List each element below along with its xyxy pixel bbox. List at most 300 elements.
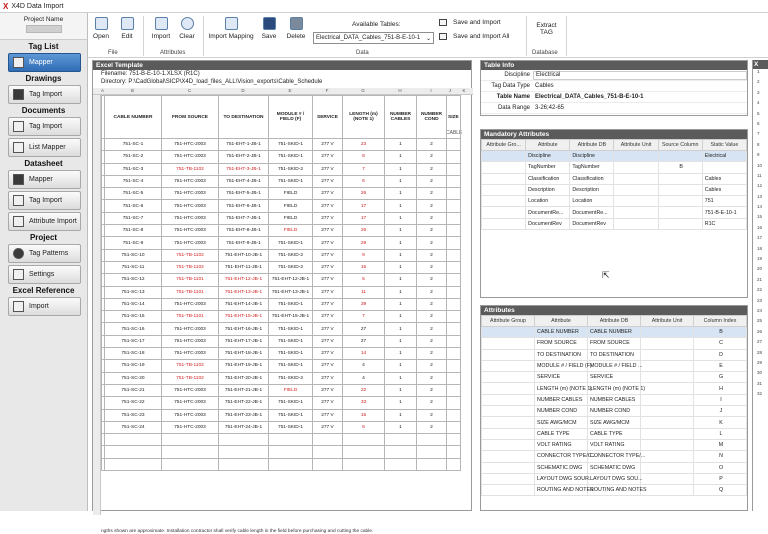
sheet-cell[interactable]: 277 V [313,249,343,261]
table-cell[interactable] [641,462,694,473]
table-cell[interactable]: DocumentRev [570,218,614,229]
table-cell[interactable]: Location [570,196,614,207]
sheet-cell[interactable]: 751-HTC-2003 [162,348,219,360]
sheet-cell[interactable]: 2 [417,335,447,347]
column-header[interactable]: Attribute Group [482,316,535,327]
table-row[interactable] [102,225,461,237]
sheet-cell[interactable]: 1 [385,409,417,421]
table-cell[interactable]: SCHEMATIC DWG [535,462,588,473]
sheet-cell[interactable]: 751-SC-6 [105,200,162,212]
table-cell[interactable]: CONNECTOR TYPE/C... [535,451,588,462]
table-row[interactable] [482,173,747,184]
sidebar-item-list-mapper[interactable] [8,138,81,157]
table-row[interactable] [102,311,461,323]
discipline-select[interactable]: Electrical [533,71,747,80]
sheet-cell[interactable]: 751-SKID-1 [269,151,313,163]
table-cell[interactable]: VOLT RATING [588,439,641,450]
table-cell[interactable] [641,372,694,383]
table-cell[interactable]: E [694,360,747,371]
sheet-cell[interactable]: 26 [343,225,385,237]
sheet-cell[interactable]: 751-SC-19 [105,360,162,372]
sheet-cell[interactable]: 751-SC-5 [105,188,162,200]
table-cell[interactable] [641,360,694,371]
sheet-cell[interactable]: 751-EHT-3-JB-1 [219,163,269,175]
sheet-cell[interactable]: 751-EHT-1-JB-1 [219,139,269,151]
table-cell[interactable] [658,196,702,207]
table-cell[interactable]: Discipline [526,151,570,162]
column-letter[interactable]: F [325,88,329,93]
table-cell[interactable]: TO DESTINATION [588,349,641,360]
sheet-cell[interactable]: 751-EHT-13-JB-1 [219,286,269,298]
sheet-cell[interactable]: 277 V [313,397,343,409]
sheet-cell[interactable]: 751-SC-3 [105,163,162,175]
sheet-cell[interactable]: 277 V [313,384,343,396]
sheet-cell[interactable]: FIELD [269,200,313,212]
sheet-cell[interactable]: 17 [343,200,385,212]
table-cell[interactable]: L [694,428,747,439]
table-cell[interactable]: TO DESTINATION [535,349,588,360]
sheet-cell[interactable]: 1 [385,274,417,286]
sheet-cell[interactable]: 751-EHT-15-JB-1 [219,311,269,323]
table-cell[interactable]: NUMBER CABLES [535,394,588,405]
table-row[interactable] [482,462,747,473]
sheet-cell[interactable]: 1 [385,286,417,298]
sheet-cell[interactable]: 2 [417,409,447,421]
sheet-cell[interactable]: 2 [417,286,447,298]
sidebar-item-tag-import[interactable] [8,85,81,104]
table-cell[interactable]: K [694,417,747,428]
sheet-cell[interactable]: 751-EHT-5-JB-1 [219,188,269,200]
sheet-cell[interactable]: 2 [417,151,447,163]
sheet-cell[interactable]: 2 [417,384,447,396]
sheet-cell[interactable]: 277 V [313,212,343,224]
table-cell[interactable] [482,394,535,405]
sheet-cell[interactable]: 2 [417,421,447,433]
sheet-cell[interactable]: 2 [417,200,447,212]
table-cell[interactable]: DocumentRe... [570,207,614,218]
table-row[interactable] [102,286,461,298]
sheet-cell[interactable]: 751-HTC-2003 [162,397,219,409]
sheet-cell[interactable]: 1 [385,175,417,187]
table-row[interactable] [482,372,747,383]
clear-button[interactable] [176,17,198,40]
table-cell[interactable] [658,173,702,184]
table-cell[interactable] [641,428,694,439]
sheet-cell[interactable]: 277 V [313,200,343,212]
table-cell[interactable]: ROUTING AND NOTES [588,485,641,496]
table-cell[interactable] [482,184,526,195]
sheet-cell[interactable]: 751-SKID-2 [269,163,313,175]
sheet-cell[interactable]: 1 [385,421,417,433]
column-header[interactable]: Attribute DB [588,316,641,327]
sheet-cell[interactable]: 751-EHT-9-JB-1 [219,237,269,249]
delete-button[interactable] [284,17,308,40]
table-cell[interactable] [482,218,526,229]
sheet-cell[interactable]: 15 [343,261,385,273]
sheet-cell[interactable]: 2 [417,261,447,273]
sheet-cell[interactable]: FIELD [269,212,313,224]
table-cell[interactable] [482,349,535,360]
table-row[interactable] [482,349,747,360]
sheet-cell[interactable]: 751-EHT-14-JB-1 [219,298,269,310]
sheet-cell[interactable]: 277 V [313,323,343,335]
sheet-cell[interactable]: 2 [417,397,447,409]
column-letter[interactable]: E [288,88,292,93]
sheet-cell[interactable]: 1 [385,212,417,224]
table-cell[interactable] [658,218,702,229]
table-row[interactable] [102,421,461,433]
table-row[interactable] [102,384,461,396]
table-cell[interactable] [658,184,702,195]
sheet-cell[interactable]: 751-SKID-1 [269,139,313,151]
sheet-cell[interactable]: 751-SC-17 [105,335,162,347]
sheet-cell[interactable]: 751-SC-14 [105,298,162,310]
table-cell[interactable] [614,207,658,218]
sheet-cell[interactable]: 6 [343,421,385,433]
table-cell[interactable] [641,451,694,462]
sheet-cell[interactable]: 14 [343,348,385,360]
table-cell[interactable]: FROM SOURCE [535,338,588,349]
sheet-cell[interactable]: 27 [343,335,385,347]
sheet-cell[interactable]: 751-SKID-1 [269,397,313,409]
sheet-cell[interactable]: 751-HTC-2003 [162,421,219,433]
sheet-cell[interactable]: 751-SC-15 [105,311,162,323]
table-cell[interactable] [482,196,526,207]
sheet-cell[interactable]: 751-EHT-13-JB-1 [269,286,313,298]
sheet-cell[interactable]: 1 [385,348,417,360]
sheet-cell[interactable]: 751-SC-18 [105,348,162,360]
column-letter[interactable]: C [187,88,192,93]
sheet-cell[interactable]: 751-HTC-2003 [162,384,219,396]
sheet-cell[interactable]: 2 [417,163,447,175]
sheet-cell[interactable]: 751-EHT-8-JB-1 [219,225,269,237]
table-row[interactable] [102,348,461,360]
table-row[interactable] [102,151,461,163]
sheet-cell[interactable]: 1 [385,225,417,237]
sheet-cell[interactable]: 39 [343,298,385,310]
sheet-cell[interactable]: 751-EHT-4-JB-1 [219,175,269,187]
sheet-cell[interactable]: 277 V [313,163,343,175]
sheet-cell[interactable]: 2 [417,175,447,187]
table-cell[interactable]: Classification [570,173,614,184]
table-cell[interactable] [658,207,702,218]
table-cell[interactable]: Description [526,184,570,195]
table-cell[interactable]: DocumentRev [526,218,570,229]
sheet-cell[interactable]: 11 [343,286,385,298]
column-letter[interactable]: G [361,88,365,93]
table-cell[interactable] [482,338,535,349]
table-cell[interactable]: C [694,338,747,349]
sheet-cell[interactable]: 7 [343,311,385,323]
sheet-cell[interactable]: 6 [343,175,385,187]
table-row[interactable] [482,360,747,371]
table-row[interactable] [482,207,747,218]
sheet-cell[interactable]: 751-EHT-20-JB-1 [219,372,269,384]
table-cell[interactable]: SIZE AWG/MCM [588,417,641,428]
sheet-cell[interactable]: 277 V [313,348,343,360]
sheet-cell[interactable]: 277 V [313,286,343,298]
edit-button[interactable] [118,17,136,40]
extract-tag-button[interactable]: Extract TAG [536,22,557,36]
sheet-cell[interactable]: 15 [343,409,385,421]
table-cell[interactable] [482,451,535,462]
sheet-cell[interactable]: 751-EHT-12-JB-1 [219,274,269,286]
sheet-cell[interactable]: 277 V [313,409,343,421]
table-cell[interactable]: FROM SOURCE [588,338,641,349]
sheet-cell[interactable]: 751-EHT-16-JB-1 [219,323,269,335]
sheet-cell[interactable]: 751-EHT-12-JB-1 [269,274,313,286]
table-cell[interactable]: SIZE AWG/MCM [535,417,588,428]
sheet-cell[interactable]: 751-SC-11 [105,261,162,273]
sheet-cell[interactable]: 751-HTC-2003 [162,409,219,421]
table-cell[interactable]: P [694,473,747,484]
table-cell[interactable] [482,485,535,496]
sheet-cell[interactable]: 4 [343,372,385,384]
sheet-cell[interactable]: 751-SKID-1 [269,409,313,421]
spreadsheet-grid[interactable] [101,95,473,471]
sheet-cell[interactable]: 1 [385,323,417,335]
save-and-import-all-button[interactable] [439,33,509,40]
sheet-cell[interactable]: 751-SKID-1 [269,335,313,347]
sheet-cell[interactable]: FIELD [269,225,313,237]
table-row[interactable] [482,451,747,462]
column-header[interactable]: Column Index [694,316,747,327]
sheet-cell[interactable]: 8 [343,151,385,163]
table-cell[interactable]: 751-B-E-10-1 [702,207,746,218]
column-header[interactable]: Attribute [535,316,588,327]
sheet-cell[interactable]: 2 [417,323,447,335]
sheet-cell[interactable]: 751-EHT-17-JB-1 [219,335,269,347]
sheet-cell[interactable]: 751-HTC-2003 [162,212,219,224]
sheet-cell[interactable]: 751-EHT-7-JB-1 [219,212,269,224]
sheet-cell[interactable]: 1 [385,311,417,323]
sheet-cell[interactable]: 751-HTC-2003 [162,237,219,249]
sheet-cell[interactable]: 277 V [313,274,343,286]
sidebar-item-import[interactable] [8,297,81,316]
table-cell[interactable]: CONNECTOR TYPE/... [588,451,641,462]
sheet-cell[interactable]: 2 [417,139,447,151]
table-row[interactable] [102,323,461,335]
table-cell[interactable] [614,218,658,229]
sidebar-item-tag-import[interactable] [8,117,81,136]
sheet-cell[interactable]: 751-SC-22 [105,397,162,409]
table-cell[interactable] [641,406,694,417]
column-header[interactable]: Static Value [702,140,746,151]
table-cell[interactable]: H [694,383,747,394]
sheet-cell[interactable]: 1 [385,151,417,163]
sheet-cell[interactable]: 751-SC-1 [105,139,162,151]
sheet-cell[interactable]: 751-EHT-24-JB-1 [219,421,269,433]
table-row[interactable] [102,249,461,261]
sheet-cell[interactable]: 751-HTC-2003 [162,335,219,347]
table-cell[interactable] [482,327,535,338]
sheet-cell[interactable]: 751-SC-7 [105,212,162,224]
table-cell[interactable] [614,162,658,173]
table-row[interactable] [102,188,461,200]
table-cell[interactable] [641,349,694,360]
sheet-cell[interactable]: 751-SKID-1 [269,323,313,335]
table-row[interactable] [102,163,461,175]
table-cell[interactable]: Description [570,184,614,195]
table-row[interactable] [102,372,461,384]
table-cell[interactable] [482,473,535,484]
table-cell[interactable] [641,394,694,405]
table-cell[interactable]: SCHEMATIC DWG [588,462,641,473]
sheet-cell[interactable]: 751-HTC-2003 [162,298,219,310]
sheet-cell[interactable]: 277 V [313,188,343,200]
column-header[interactable]: Attribute DB [570,140,614,151]
table-row[interactable] [482,196,747,207]
table-cell[interactable]: J [694,406,747,417]
sheet-cell[interactable]: 751-SC-20 [105,372,162,384]
sidebar-item-mapper[interactable] [8,53,81,72]
table-row[interactable] [102,298,461,310]
sheet-cell[interactable]: 2 [417,212,447,224]
table-row[interactable] [482,406,747,417]
table-cell[interactable] [614,196,658,207]
table-row[interactable] [482,439,747,450]
sheet-cell[interactable]: 27 [343,323,385,335]
table-cell[interactable]: N [694,451,747,462]
sheet-cell[interactable]: 277 V [313,139,343,151]
table-row[interactable] [482,338,747,349]
table-row[interactable] [102,139,461,151]
sheet-cell[interactable]: 26 [343,188,385,200]
sheet-cell[interactable]: 2 [417,348,447,360]
table-row[interactable] [102,335,461,347]
sheet-cell[interactable]: 751-EHT-21-JB-1 [219,384,269,396]
sheet-cell[interactable]: 277 V [313,360,343,372]
sheet-cell[interactable]: 751-SC-8 [105,225,162,237]
table-row[interactable] [102,409,461,421]
sheet-cell[interactable]: 751-EHT-6-JB-1 [219,200,269,212]
sheet-cell[interactable]: 751-SKID-1 [269,360,313,372]
sheet-cell[interactable]: 751-SC-16 [105,323,162,335]
table-cell[interactable]: MODULE # / FIELD (F) [535,360,588,371]
sidebar-item-attribute-import[interactable] [8,212,81,231]
table-cell[interactable] [614,173,658,184]
table-cell[interactable]: B [694,327,747,338]
table-cell[interactable]: LENGTH (m) (NOTE 1) [588,383,641,394]
column-header[interactable]: Attribute [526,140,570,151]
table-cell[interactable]: 751 [702,196,746,207]
table-cell[interactable]: CABLE NUMBER [535,327,588,338]
sheet-cell[interactable]: 751-TB-1101 [162,311,219,323]
column-letter[interactable]: K [462,88,466,93]
table-row[interactable] [482,428,747,439]
sheet-cell[interactable]: 1 [385,298,417,310]
sheet-cell[interactable]: 277 V [313,298,343,310]
sheet-cell[interactable]: 277 V [313,372,343,384]
sheet-cell[interactable]: 1 [385,261,417,273]
sheet-cell[interactable]: 751-TB-1102 [162,261,219,273]
sheet-cell[interactable]: 33 [343,397,385,409]
sheet-cell[interactable]: 751-SKID-2 [269,372,313,384]
sheet-cell[interactable]: 1 [385,163,417,175]
table-cell[interactable]: SERVICE [535,372,588,383]
sheet-cell[interactable]: 751-SKID-1 [269,298,313,310]
table-cell[interactable] [641,485,694,496]
sheet-cell[interactable]: 7 [343,163,385,175]
table-row[interactable] [482,473,747,484]
sheet-cell[interactable]: 277 V [313,225,343,237]
column-letter[interactable]: H [398,88,402,93]
sheet-cell[interactable]: 2 [417,311,447,323]
sheet-cell[interactable]: 2 [417,225,447,237]
table-cell[interactable] [482,383,535,394]
table-row[interactable] [482,383,747,394]
table-cell[interactable]: DocumentRe... [526,207,570,218]
column-header[interactable]: Attribute Unit [641,316,694,327]
sheet-cell[interactable]: 751-TB-1101 [162,286,219,298]
sheet-cell[interactable]: 2 [417,372,447,384]
sidebar-item-mapper[interactable] [8,170,81,189]
sheet-cell[interactable]: 751-HTC-2003 [162,151,219,163]
sheet-cell[interactable]: 751-EHT-10-JB-1 [219,249,269,261]
table-row[interactable] [102,212,461,224]
table-row[interactable] [102,200,461,212]
sheet-cell[interactable]: 4 [343,360,385,372]
table-cell[interactable]: Location [526,196,570,207]
table-row[interactable] [102,175,461,187]
table-row[interactable] [482,327,747,338]
data-range-field[interactable]: 3-26;42-65 [535,105,565,111]
sheet-cell[interactable]: 751-SC-23 [105,409,162,421]
column-letter[interactable]: A [101,88,105,93]
table-cell[interactable]: Cables [702,184,746,195]
sheet-cell[interactable]: 751-SC-24 [105,421,162,433]
table-cell[interactable]: LAYOUT DWG SOU... [588,473,641,484]
table-row[interactable] [102,397,461,409]
import-mapping-button[interactable] [207,17,255,40]
table-cell[interactable]: CABLE NUMBER [588,327,641,338]
table-row[interactable] [482,485,747,496]
sheet-cell[interactable]: 277 V [313,175,343,187]
sheet-cell[interactable]: 751-SC-2 [105,151,162,163]
table-cell[interactable]: Discipline [570,151,614,162]
sheet-cell[interactable]: 751-TB-1101 [162,274,219,286]
sheet-cell[interactable]: 277 V [313,335,343,347]
table-row[interactable] [102,237,461,249]
table-cell[interactable] [482,417,535,428]
sheet-cell[interactable]: 277 V [313,311,343,323]
sheet-cell[interactable]: 751-HTC-2003 [162,139,219,151]
table-cell[interactable]: LENGTH (m) (NOTE 1) [535,383,588,394]
column-header[interactable]: Attribute Gro... [482,140,526,151]
table-cell[interactable]: I [694,394,747,405]
table-cell[interactable]: Classification [526,173,570,184]
sidebar-item-tag-patterns[interactable] [8,244,81,263]
save-and-import-button[interactable] [439,19,501,26]
table-cell[interactable]: SERVICE [588,372,641,383]
table-row[interactable] [482,417,747,428]
sheet-cell[interactable]: 277 V [313,237,343,249]
sheet-cell[interactable]: 751-SC-13 [105,286,162,298]
sheet-cell[interactable]: 2 [417,298,447,310]
table-cell[interactable]: CABLE TYPE [535,428,588,439]
table-cell[interactable]: Electrical [702,151,746,162]
table-row[interactable] [482,151,747,162]
sheet-cell[interactable]: 751-EHT-2-JB-1 [219,151,269,163]
table-cell[interactable] [482,360,535,371]
table-cell[interactable]: NUMBER COND [588,406,641,417]
sheet-cell[interactable]: 751-EHT-18-JB-1 [219,348,269,360]
sheet-cell[interactable]: FIELD [269,188,313,200]
sheet-cell[interactable]: 751-SC-9 [105,237,162,249]
import-button[interactable] [150,17,172,40]
table-cell[interactable]: VOLT RATING [535,439,588,450]
sidebar-item-tag-import[interactable] [8,191,81,210]
